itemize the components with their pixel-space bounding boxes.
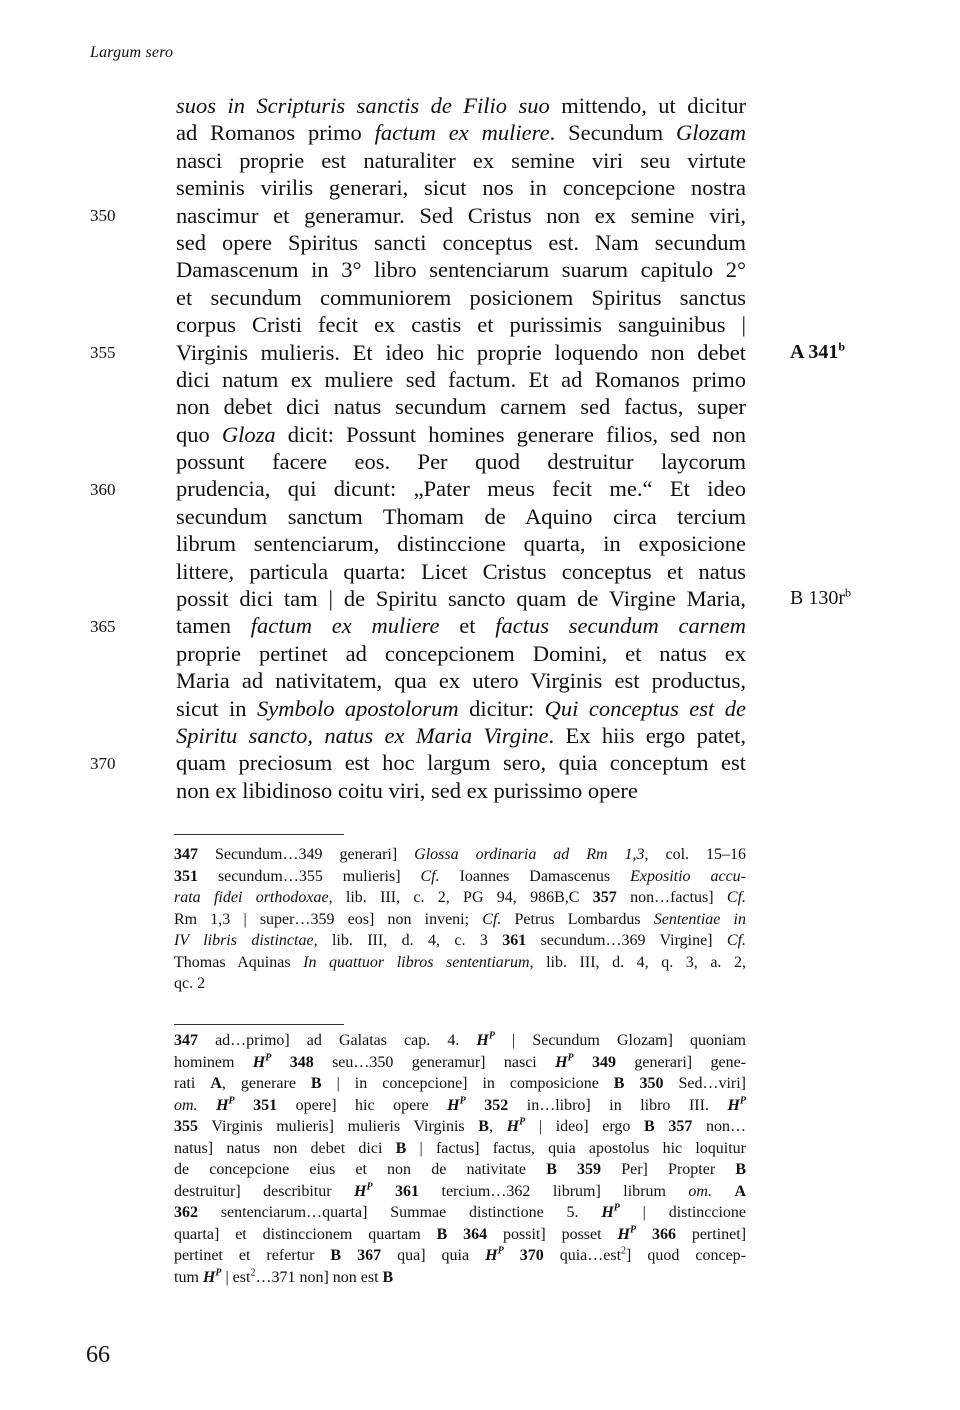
text-segment: Virginis mulieris] mulieris Virginis [198,1118,479,1135]
text-segment: nascimur et generamur. Sed Cristus non ex semine viri, [176,202,746,228]
text-segment: P [497,1245,504,1257]
text-segment: 355 [174,1118,198,1135]
text-segment: …371 non] non est [255,1268,383,1286]
text-segment: , generare [221,1075,311,1092]
text-segment: | Secundum Glozam] quoniam [494,1032,746,1049]
text-segment: B [478,1118,489,1135]
text-segment: 357 [668,1118,693,1135]
text-segment: suos in Scripturis sanctis de Filio suo [176,93,550,118]
text-segment: Cf. [482,910,502,928]
text-segment: generari] gene- [616,1053,746,1071]
text-segment [624,1075,639,1092]
text-segment: factus secundum carnem [495,613,746,639]
text-segment: , [488,1118,507,1135]
text-segment: , col. 15–16 [644,846,747,863]
text-segment: H [601,1204,614,1221]
text-segment: P [459,1095,466,1107]
text-line [174,1095,746,1117]
text-segment: possit dici tam | de Spiritu sancto quam de Virgine Maria, [176,586,746,612]
text-segment: non debet dici natus secundum carnem sed factus, super [176,394,746,420]
text-segment: H [252,1053,266,1071]
text-line [176,530,746,557]
text-segment: P [629,1224,637,1236]
text-line [176,147,746,174]
text-segment: Ioannes Damascenus [439,867,631,885]
text-segment: Damascenum in 3° libro sentenciarum suarum capitulo 2° [176,257,746,283]
text-segment: A [210,1075,222,1092]
text-segment: corpus Cristi fecit ex castis et purissimis sanguinibus | [176,312,746,338]
text-segment: dicitur: [458,695,545,721]
text-line [174,887,746,909]
text-segment: 361 [502,932,527,949]
text-line [174,844,746,866]
text-segment: 350 [639,1075,664,1092]
text-segment: 370 [519,1247,544,1264]
text-line [176,393,746,420]
text-segment: Petrus Lombardus [501,910,654,928]
text-segment: 359 [577,1161,602,1178]
text-line [176,339,746,366]
line-number: 355 [90,342,116,362]
text-line [174,1073,746,1095]
line-number: 365 [90,616,116,636]
text-segment: sicut in [176,695,257,721]
text-segment: ad…primo] ad Galatas cap. 4. [198,1032,477,1049]
text-segment: In quattuor libros sententiarum [303,953,530,971]
text-segment: prudencia, qui dicunt: „Pater meus fecit me.“ Et ideo [176,476,746,502]
text-line [174,1202,746,1224]
text-line [174,973,746,995]
text-segment: , lib. III, d. 4, c. 3 [313,932,503,949]
text-segment: pertinet et refertur [174,1247,331,1264]
text-segment: Cf. [420,867,440,885]
text-line [174,1159,746,1181]
text-segment: Maria ad nativitatem, qua ex utero Virginis est productus, [176,668,746,694]
text-segment: Cf. [726,932,747,949]
text-segment: Spiritu sancto, natus ex Maria Virgine [176,722,549,748]
text-line [176,311,746,338]
text-line [174,1052,746,1074]
text-segment: dicit: Possunt homines generare filios, sed non [275,421,746,447]
text-segment: dici natum ex muliere sed factum. Et ad Romanos primo [176,366,746,392]
text-segment: in…libro] in libro III. [508,1096,728,1114]
text-segment: 364 [463,1225,488,1243]
text-segment: 352 [484,1096,509,1114]
text-segment: non… [692,1118,747,1135]
text-segment: 367 [357,1247,382,1264]
text-segment: 2 [250,1267,256,1279]
text-line [176,284,746,311]
text-segment: rati [174,1075,211,1092]
text-line [174,952,746,974]
text-segment: B [735,1161,746,1178]
text-segment: quam preciosum est hoc largum sero, quia conceptum est [176,750,746,776]
text-segment: , lib. III, c. 2, PG 94, 986B,C [328,889,593,906]
text-segment: 348 [289,1053,314,1071]
text-segment: secundum sanctum Thomam de Aquino circa tercium [176,503,746,529]
text-segment: quo [176,421,222,447]
text-segment: P [265,1052,272,1064]
text-segment: Cf. [726,889,747,906]
text-line [176,777,746,804]
text-segment: et [439,613,496,639]
text-segment: 2 [621,1245,627,1257]
text-segment: 349 [592,1053,617,1071]
running-head: Largum sero [90,44,174,61]
line-number: 370 [90,753,116,773]
text-segment: 351 [174,867,198,885]
text-segment: 351 [253,1096,278,1114]
text-line [174,1267,746,1289]
text-segment: . Secundum [549,120,676,146]
text-line [176,612,746,639]
text-segment [373,1183,395,1200]
text-segment: P [519,1116,526,1128]
text-segment: P [567,1052,574,1064]
text-segment: 347 [174,846,198,863]
text-segment: | distinccione [619,1204,747,1221]
text-segment: Rm 1,3 | super…359 eos] non inveni; [174,910,483,928]
line-number: 360 [90,479,116,499]
text-line [174,1030,746,1052]
text-line [176,695,746,722]
text-segment: B [436,1225,448,1243]
text-segment: om. [688,1182,712,1200]
text-line [176,749,746,776]
sources-apparatus [174,844,746,995]
text-segment: Virginis mulieris. Et ideo hic proprie loquendo non debet [176,339,746,365]
text-segment: secundum…355 mulieris] [198,867,421,885]
text-segment: P [488,1030,495,1042]
text-segment: 347 [174,1032,198,1049]
text-segment: rata fidei orthodoxae [174,889,329,906]
text-segment [636,1226,652,1243]
text-line [174,1138,746,1160]
text-segment: ad Romanos primo [176,120,375,146]
text-segment: pertinet] [675,1225,747,1243]
text-segment: | ideo] ergo [525,1118,645,1135]
text-segment: Secundum…349 generari] [198,846,415,863]
text-line [176,119,746,146]
text-segment: B [330,1247,342,1264]
text-segment: H [617,1225,630,1243]
text-segment: P [215,1267,222,1279]
text-segment: H [354,1182,367,1200]
text-line [174,1224,746,1246]
text-line [174,1116,746,1138]
text-segment: de concepcione eius et non de nativitate [174,1161,547,1178]
text-line [174,866,746,888]
apparatus-rule-sources [174,834,344,835]
main-text [176,92,746,804]
text-segment: 366 [651,1225,676,1243]
text-segment: H [202,1268,216,1286]
text-line [176,585,746,612]
text-line [176,256,746,283]
text-segment: nasci proprie est naturaliter ex semine viri seu virtute [176,147,746,173]
text-segment: sentenciarum…quarta] Summae distinctione 5. [198,1204,602,1221]
folio-label: B 130r [790,587,845,610]
text-segment: secundum…369 Virgine] [526,932,727,949]
text-segment: 362 [174,1204,198,1221]
text-segment: H [555,1053,568,1071]
text-segment [341,1247,357,1264]
text-segment: H [727,1096,740,1114]
variants-apparatus [174,1030,746,1288]
text-segment: B [546,1161,557,1178]
text-segment: tercium…362 librum] librum [419,1182,689,1200]
text-segment: B [395,1139,407,1157]
text-segment: P [228,1095,235,1107]
text-segment: 361 [395,1182,420,1200]
text-segment: Gloza [221,421,276,447]
text-segment: qc. 2 [174,975,206,992]
text-line [176,92,746,119]
text-segment: qua] quia [381,1247,486,1264]
text-line [176,475,746,502]
text-line [174,930,746,952]
text-segment: opere] hic opere [277,1096,448,1114]
text-line [176,640,746,667]
text-segment [712,1183,734,1200]
text-segment: H [447,1096,460,1114]
text-segment: B [644,1118,655,1135]
text-segment: hominem [174,1053,253,1071]
text-segment: natus] natus non debet dici [174,1139,396,1157]
text-segment: tum [174,1268,203,1286]
text-line [174,1245,746,1267]
text-segment [198,1097,217,1114]
apparatus-rule-variants [174,1024,344,1025]
folio-side: b [845,585,851,600]
text-segment: Glozam [675,120,746,146]
text-segment: possunt facere eos. Per quod destruitur laycorum [176,449,746,475]
text-line [176,229,746,256]
text-segment: 357 [592,889,617,906]
text-line [176,448,746,475]
text-segment: Glossa ordinaria ad Rm 1,3 [414,846,645,863]
text-segment: Sed…viri] [663,1075,747,1092]
text-segment: proprie pertinet ad concepcionem Domini, et natus ex [176,640,746,666]
text-segment: H [506,1118,520,1135]
text-segment: librum sentenciarum, distinccione quarta, in exposicione [176,531,746,557]
text-segment: B [382,1268,394,1286]
text-segment: | in concepcione] in composicione [321,1075,614,1092]
text-line [176,722,746,749]
text-segment: B [613,1075,625,1092]
text-segment [557,1161,577,1178]
text-line [176,174,746,201]
text-segment: quarta] et distinccionem quartam [174,1225,437,1243]
text-segment: factum ex muliere [374,120,550,146]
text-segment: non…factus] [616,889,727,906]
manuscript-folio-reference [790,339,845,366]
text-segment: . Ex hiis ergo patet, [548,722,746,748]
text-segment: tamen [176,613,251,639]
text-segment: seu…350 generamur] nasci [313,1053,556,1071]
text-segment: Symbolo apostolorum [256,695,459,721]
folio-side: b [838,338,846,353]
text-line [176,421,746,448]
text-line [176,503,746,530]
text-segment: | est [221,1268,251,1286]
text-segment [447,1226,463,1243]
text-segment: possit] posset [487,1225,618,1243]
text-segment: Expositio accu- [630,867,747,885]
text-segment: factum ex muliere [250,613,440,639]
text-segment: Thomas Aquinas [174,953,304,971]
text-line [176,202,746,229]
text-segment: Per] Propter [601,1161,736,1178]
manuscript-folio-reference [790,585,851,612]
text-segment: seminis virilis generari, sicut nos in concepcione nostra [176,175,746,201]
text-line [176,366,746,393]
text-segment: , lib. III, d. 4, q. 3, a. 2, [529,953,746,971]
text-segment: ] quod concep- [626,1247,747,1264]
text-segment: et secundum communiorem posicionem Spiritus sanctus [176,284,746,310]
text-segment: non ex libidinoso coitu viri, sed ex purissimo opere [176,777,638,803]
line-number: 350 [90,205,116,225]
text-segment [504,1247,520,1264]
text-line [176,667,746,694]
text-segment [574,1054,592,1071]
text-line [174,909,746,931]
text-segment: om. [174,1096,198,1114]
folio-label: A 341 [790,340,839,363]
text-segment: P [739,1095,747,1107]
text-segment: | factus] factus, quia apostolus hic loquitur [406,1139,747,1157]
text-segment [655,1118,669,1135]
page-number: 66 [86,1342,110,1368]
text-line [174,1181,746,1203]
text-segment: Sententiae in [653,910,746,928]
text-segment: quia…est [543,1247,622,1264]
text-segment: destruitur] describitur [174,1182,354,1200]
text-segment: H [485,1247,498,1264]
text-segment: B [310,1075,322,1092]
text-segment [271,1054,289,1071]
text-segment [235,1097,254,1114]
text-segment: sed opere Spiritus sancti conceptus est. Nam secundum [176,229,746,255]
text-segment: H [216,1096,229,1114]
text-segment: littere, particula quarta: Licet Cristus conceptus et natus [176,558,746,584]
text-segment: A [734,1182,746,1200]
text-segment [466,1097,485,1114]
text-segment: P [366,1181,373,1193]
text-segment: H [476,1032,489,1049]
text-line [176,558,746,585]
text-segment: P [613,1202,620,1214]
text-segment: mittendo, ut dicitur [549,93,746,118]
text-segment: Qui conceptus est de [544,695,747,721]
text-segment: IV libris distinctae [174,932,314,949]
